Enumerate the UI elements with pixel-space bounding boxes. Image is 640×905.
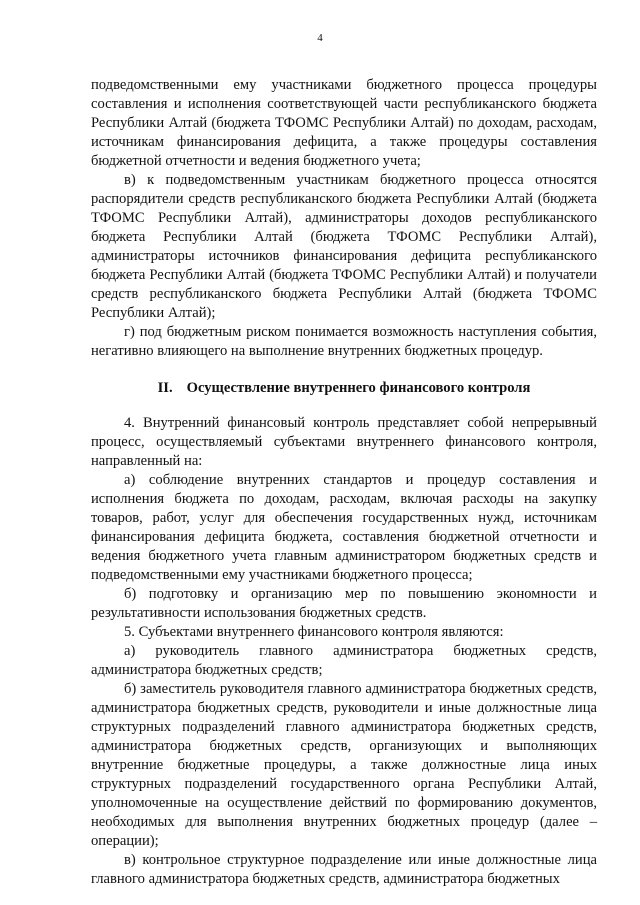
paragraph-p-4: 4. Внутренний финансовый контроль представляет собой непрерывный процесс, осуществляемый субъектами внутреннего финансового контроля, направленный на: — [91, 415, 597, 469]
paragraph-p-4b: б) подготовку и организацию мер по повышению экономности и результативности использования бюджетных средств. — [91, 586, 597, 621]
paragraph-p-5a: а) руководитель главного администратора бюджетных средств, администратора бюджетных средств; — [91, 643, 597, 678]
section-heading — [91, 379, 597, 398]
section-internal-control — [91, 414, 597, 889]
section-heading-number: II. — [157, 380, 173, 396]
page-number: 4 — [317, 32, 323, 44]
paragraph-p-g: г) под бюджетным риском понимается возможность наступления события, негативно влияющего на выполнение внутренних бюджетных процедур. — [91, 324, 597, 359]
paragraph-p-4a: а) соблюдение внутренних стандартов и процедур составления и исполнения бюджета по доходам, расходам, включая расходы на закупку товаров, работ, услуг для обеспечения государственных нужд, источникам финансирования дефицита бюджета, составления бюджетной отчетности и ведения бюджетного учета главным администратором бюджетных средств и подведомственными ему участниками бюджетного процесса; — [91, 472, 597, 583]
section-heading-title: Осуществление внутреннего финансового контроля — [186, 380, 531, 396]
document-body — [91, 76, 597, 889]
paragraph-p-v: в) к подведомственным участникам бюджетного процесса относятся распорядители средств республиканского бюджета Республики Алтай (бюджета ТФОМС Республики Алтай), администраторы доходов республиканского бюджета Республики Алтай (бюджета ТФОМС Республики Алтай), администраторы источников финансирования дефицита республиканского бюджета Республики Алтай (бюджета ТФОМС Республики Алтай) и получатели средств республиканского бюджета Республики Алтай (бюджета ТФОМС Республики Алтай); — [91, 172, 597, 321]
paragraph-p-continuation: подведомственными ему участниками бюджетного процесса процедуры составления и исполнения соответствующей части республиканского бюджета Республики Алтай (бюджета ТФОМС Республики Алтай) по доходам, расходам, источникам финансирования дефицита, а также процедуры составления бюджетной отчетности и ведения бюджетного учета; — [91, 77, 597, 169]
section-intro-clauses — [91, 76, 597, 361]
paragraph-p-5: 5. Субъектами внутреннего финансового контроля являются: — [124, 624, 504, 640]
paragraph-p-5b: б) заместитель руководителя главного администратора бюджетных средств, администратора бюджетных средств, руководители и иные должностные лица структурных подразделений главного администратора бюджетных средств, администратора бюджетных средств, организующих и выполняющих внутренние бюджетные процедуры, а также должностные лица иных структурных подразделений государственного органа Республики Алтай, уполномоченные на осуществление действий по формированию документов, необходимых для выполнения внутренних бюджетных процедур (далее – операции); — [91, 681, 597, 849]
paragraph-p-5v: в) контрольное структурное подразделение или иные должностные лица главного администратора бюджетных средств, администратора бюджетных — [91, 852, 597, 887]
